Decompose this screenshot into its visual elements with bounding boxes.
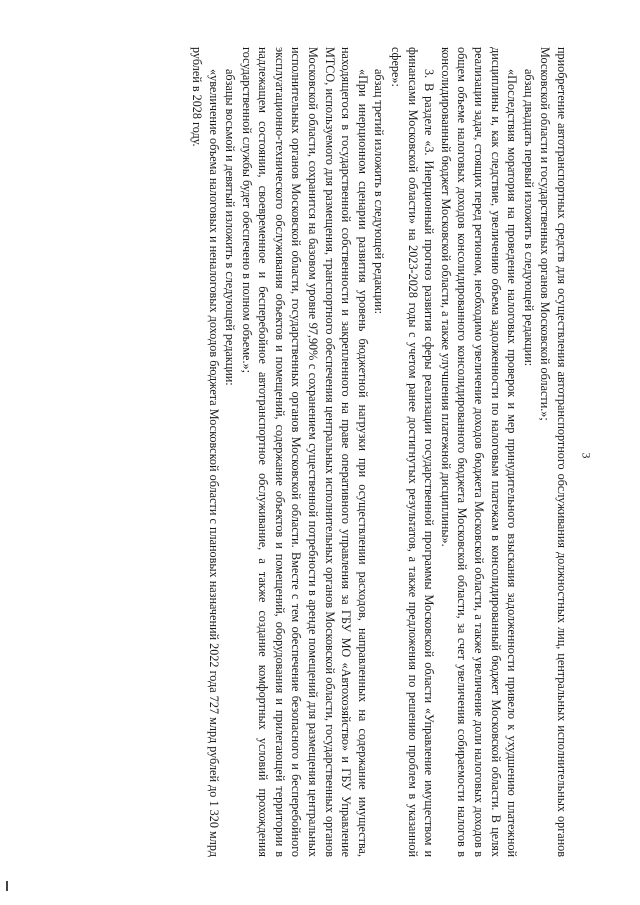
paragraph: 3. В разделе «3. Инерционный прогноз развития сферы реализации государственной программы Московской области «Управление имуществом и финансами Московской области» на 2023-2028 годы с учетом ранее достигнутых результатов, а также предложения по решению проблем в указанной сфере»: bbox=[389, 47, 437, 857]
scan-mark bbox=[6, 881, 14, 891]
paragraph: «Последствия моратория на проведение налоговых проверок и мер принудительного взыскания задолженности привело к ухудшению платежной дисциплины и, как следствие, увеличению объема задолженности по налоговым платежам в консолидированный бюджет Московской области. В целях реализации задач, стоящих перед регионом, необходимо увеличение доходов бюджета Московской области, а также увеличение доли налоговых доходов в общем объеме налоговых доходов консолидированного консолидированного бюджета Московской области, за счет увеличения собираемости налогов в консолидированный бюджет Московской области, а также улучшения платежной дисциплины». bbox=[438, 47, 520, 857]
paragraph: приобретение автотранспортных средств для осуществления автотранспортного обслуживания должностных лиц, центральных исполнительных органов Московской области и государственных органов Московской области.»; bbox=[538, 47, 569, 857]
paragraph: «увеличение объема налоговых и неналоговых доходов бюджета Московской области с плановых назначений 2022 года 727 млрд рублей до 1 320 млрд рублей в 2028 году. bbox=[189, 47, 221, 857]
page-number: 3 bbox=[579, 452, 594, 459]
document-body bbox=[70, 47, 570, 857]
paragraph: «При инерционном сценарии развития уровень бюджетной нагрузки при осуществлении расходов, направленных на содержание имущества, находящегося в государственной собственности и закрепленного на праве оперативного управления за ГБУ МО «Автохозяйство» и ГБУ Управление МТСО, используемого для размещения, транспортного обеспечения центральных исполнительных органов Московской области, государственных органов Московской области, сохранится на базовом уровне 97,90% с сохранением существенной потребности в аренде помещений для размещения центральных исполнительных органов Московской области, государственных органов Московской области. Вместе с тем обеспечение безопасного и бесперебойного эксплуатационно-технического обслуживания объектов и помещений, содержание объектов и помещений, оборудования и прилегающей территории в надлежащем состоянии, своевременное и бесперебойное автотранспортное обслуживание, а также создание комфортных условий прохождения государственной службы будет обеспечено в полном объеме.»; bbox=[239, 47, 370, 857]
paragraph: абзац двадцать первый изложить в следующей редакции: bbox=[521, 69, 536, 367]
paragraph: абзац третий изложить в следующей редакции: bbox=[372, 69, 387, 315]
paragraph: абзацы восьмой и девятый изложить в следующей редакции: bbox=[223, 69, 238, 386]
